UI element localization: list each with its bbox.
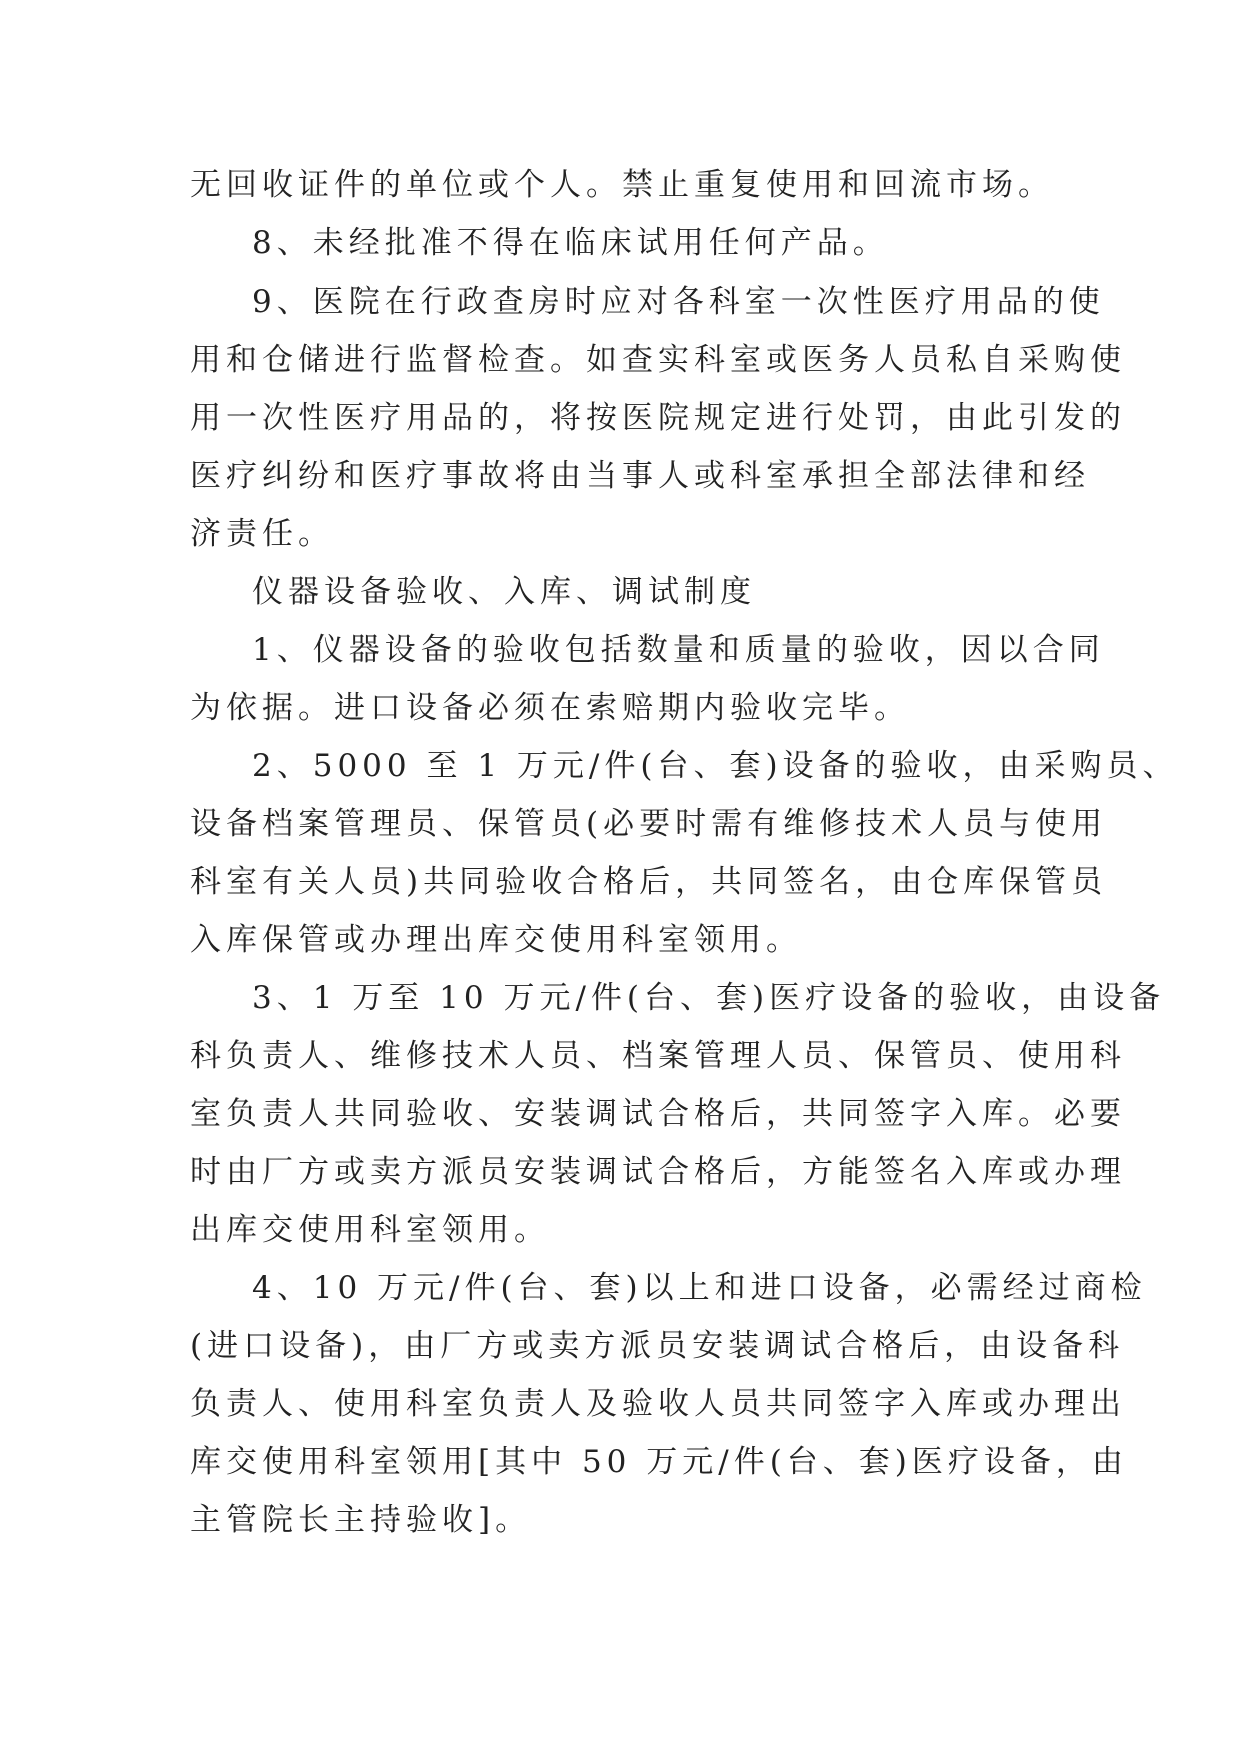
text-line: 主管院长主持验收]。	[190, 1502, 532, 1538]
text-line: 负责人、使用科室负责人及验收人员共同签字入库或办理出	[190, 1386, 1126, 1422]
text-line: 室负责人共同验收、安装调试合格后，共同签字入库。必要	[190, 1096, 1126, 1132]
text-line: 入库保管或办理出库交使用科室领用。	[190, 922, 802, 958]
text-line: 4、10 万元/件(台、套)以上和进口设备，必需经过商检	[252, 1270, 1147, 1306]
text-line: 医疗纠纷和医疗事故将由当事人或科室承担全部法律和经	[190, 458, 1090, 494]
text-line: 2、5000 至 1 万元/件(台、套)设备的验收，由采购员、	[252, 748, 1179, 784]
text-line: 无回收证件的单位或个人。禁止重复使用和回流市场。	[190, 167, 1054, 203]
text-line: 为依据。进口设备必须在索赔期内验收完毕。	[190, 690, 910, 726]
text-line: 库交使用科室领用[其中 50 万元/件(台、套)医疗设备，由	[190, 1444, 1128, 1480]
text-line: 3、1 万至 10 万元/件(台、套)医疗设备的验收，由设备	[252, 980, 1166, 1016]
text-line: (进口设备)，由厂方或卖方派员安装调试合格后，由设备科	[190, 1328, 1125, 1364]
text-line: 设备档案管理员、保管员(必要时需有维修技术人员与使用	[190, 806, 1108, 842]
text-line: 1、仪器设备的验收包括数量和质量的验收，因以合同	[252, 632, 1105, 668]
text-line: 济责任。	[190, 516, 334, 552]
text-line: 科负责人、维修技术人员、档案管理人员、保管员、使用科	[190, 1038, 1126, 1074]
text-line: 时由厂方或卖方派员安装调试合格后，方能签名入库或办理	[190, 1154, 1126, 1190]
text-line: 用和仓储进行监督检查。如查实科室或医务人员私自采购使	[190, 342, 1126, 378]
text-line: 出库交使用科室领用。	[190, 1212, 550, 1248]
text-line: 8、未经批准不得在临床试用任何产品。	[252, 225, 889, 261]
text-line: 科室有关人员)共同验收合格后，共同签名，由仓库保管员	[190, 864, 1108, 900]
section-heading: 仪器设备验收、入库、调试制度	[252, 574, 756, 610]
text-line: 9、医院在行政查房时应对各科室一次性医疗用品的使	[252, 284, 1105, 320]
text-line: 用一次性医疗用品的，将按医院规定进行处罚，由此引发的	[190, 400, 1126, 436]
